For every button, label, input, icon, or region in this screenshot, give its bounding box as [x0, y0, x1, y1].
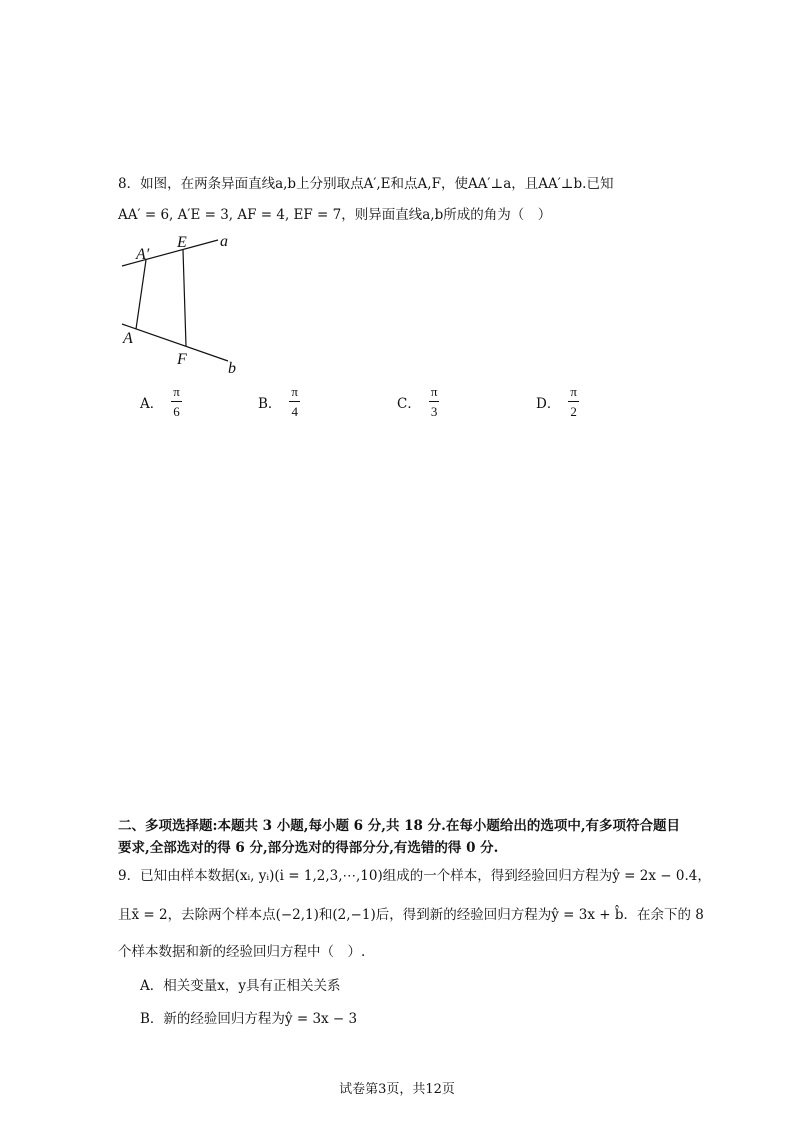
q9-stem-line3: 个样本数据和新的经验回归方程中（ ）.: [118, 944, 366, 960]
option-fraction: $\frac{\pi}{4}$: [291, 384, 298, 420]
option-fraction: $\frac{\pi}{6}$: [173, 384, 180, 420]
q9-option-a[interactable]: A．相关变量x，y具有正相关关系: [140, 978, 341, 994]
q8-option-c[interactable]: [397, 384, 439, 421]
label-A: A: [123, 330, 133, 347]
label-b: b: [228, 360, 236, 377]
q8-stem-line1: 8．如图，在两条异面直线a,b上分别取点A′,E和点A,F，使AA′⊥a，且AA′⊥b.已知: [118, 176, 614, 192]
option-letter: D．: [536, 396, 561, 413]
q9-stem-line1: 9．已知由样本数据(xᵢ, yᵢ)(i = 1,2,3,⋯,10)组成的一个样本，得到经验回归方程为ŷ = 2x − 0.4，: [118, 868, 711, 884]
option-letter: C．: [397, 396, 421, 413]
option-fraction: $\frac{\pi}{2}$: [570, 384, 577, 420]
q9-option-b[interactable]: B．新的经验回归方程为ŷ = 3x − 3: [140, 1011, 358, 1027]
option-fraction: $\frac{\pi}{3}$: [430, 384, 438, 420]
q9-stem-line2: 且x̄ = 2，去除两个样本点(−2,1)和(2,−1)后，得到新的经验回归方程为ŷ = 3x + b̂．在余下的 8: [118, 907, 704, 923]
segment-EF: [183, 250, 186, 346]
q8-option-a[interactable]: [140, 384, 182, 421]
label-a: a: [220, 233, 228, 250]
q8-figure: [110, 228, 250, 378]
section2-heading-line2: 要求,全部选对的得 6 分,部分选对的得部分分,有选错的得 0 分.: [118, 840, 499, 856]
label-F: F: [177, 351, 187, 368]
label-A1: A′: [136, 246, 150, 263]
option-letter: A．: [140, 396, 164, 413]
line-b: [122, 324, 228, 361]
section2-heading-line1: 二、多项选择题:本题共 3 小题,每小题 6 分,共 18 分.在每小题给出的选项中,有多项符合题目: [118, 818, 681, 834]
q8-option-d[interactable]: [536, 384, 579, 421]
q8-option-b[interactable]: [258, 384, 300, 421]
q8-stem-line2: AA′ = 6, A′E = 3, AF = 4, EF = 7，则异面直线a,b所成的角为（ ）: [118, 207, 552, 223]
page-footer: 试卷第3页，共12页: [339, 1082, 455, 1097]
segment-AA1: [136, 260, 146, 329]
label-E: E: [177, 234, 187, 251]
option-letter: B．: [258, 396, 282, 413]
